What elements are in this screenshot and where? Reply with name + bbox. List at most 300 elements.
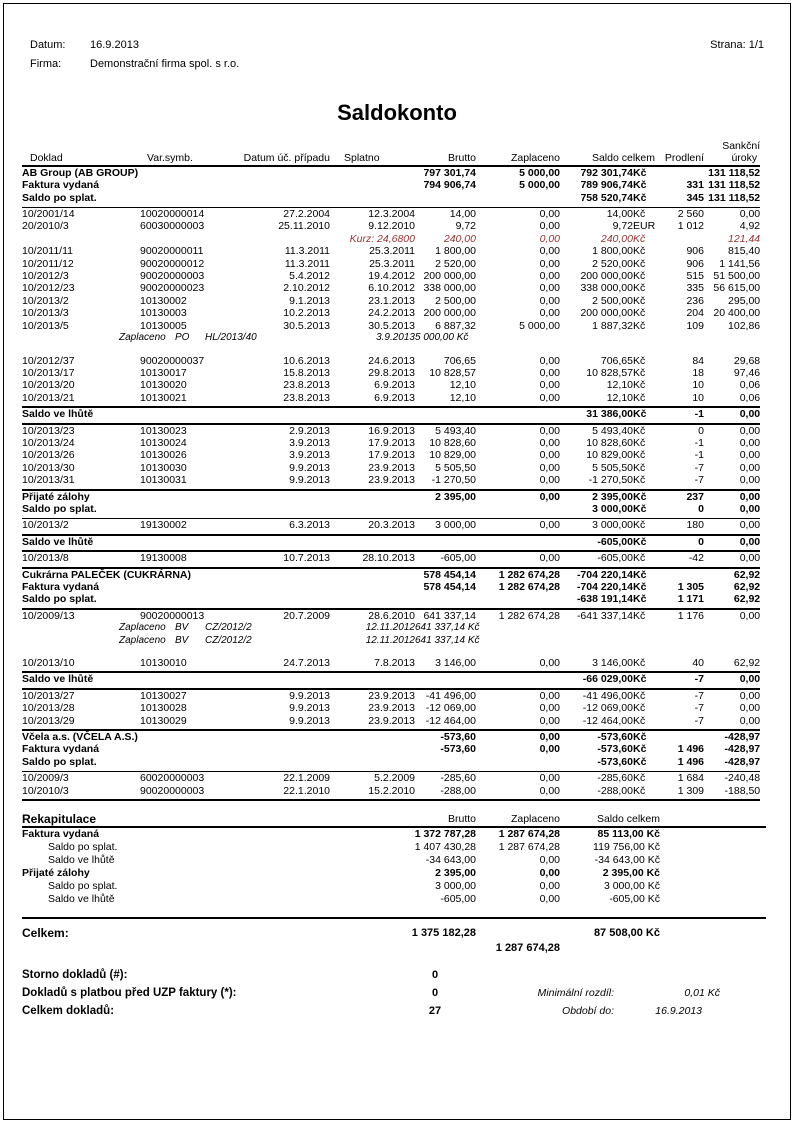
cell-saldo: 10 828,60: [586, 436, 633, 449]
cell-currency: Kč: [633, 366, 646, 379]
strana-label: Strana:: [710, 39, 746, 51]
row-detail: [22, 437, 760, 449]
cell-prodleni: 906: [686, 257, 704, 270]
spacer: [22, 919, 766, 926]
cell-group-name: AB Group (AB GROUP): [22, 166, 139, 179]
cell-saldo: 3 146,00: [592, 657, 633, 670]
gap-cell: [22, 647, 760, 657]
cell-datum: 10.2.2013: [283, 307, 330, 320]
row-detail: [22, 425, 760, 437]
cell-uroky: 20 400,00: [713, 307, 761, 320]
cell-saldo: -1 270,50: [588, 474, 633, 487]
row-summary: [22, 408, 760, 420]
cell-splatno: 25.3.2011: [369, 257, 415, 270]
cell-prodleni: -1: [694, 436, 704, 449]
cell-doklad: 10/2011/12: [22, 257, 74, 270]
cell-var-symb: [140, 233, 235, 245]
cell-saldo: -605,00: [597, 535, 633, 548]
cell-uroky: 29,68: [733, 354, 761, 367]
cell-currency: Kč: [633, 673, 647, 686]
cell-uroky: 0,00: [739, 714, 761, 727]
cell-splatno: 12.3.2004: [368, 208, 415, 221]
cell-prodleni: -7: [694, 702, 704, 715]
row-detail: [22, 785, 760, 797]
rekap-row: [22, 827, 766, 841]
row-detail: [22, 519, 760, 531]
cell-datum: 22.1.2009: [283, 772, 330, 785]
obdobi-value: 16.9.2013: [655, 1005, 702, 1018]
uzp-value: 0: [431, 987, 439, 1000]
cell-brutto: 10 829,00: [429, 449, 476, 462]
cell-prodleni: 1 684: [677, 772, 704, 785]
cell-datum: 9.9.2013: [289, 461, 330, 474]
rekap-filler: [660, 893, 766, 906]
row-summary: [22, 491, 760, 503]
celkem-row: [22, 926, 766, 941]
storno-value: 0: [431, 969, 439, 982]
cell-doklad: 10/2013/8: [22, 552, 69, 565]
rekap-saldo: 85 113,00 Kč: [597, 828, 660, 841]
cell-saldo: 338 000,00: [580, 282, 633, 295]
celkem-label: Celkem:: [22, 926, 69, 941]
note-date: 12.11.2012: [365, 622, 415, 634]
cell-prodleni: 906: [686, 245, 704, 258]
cell-doklad: 10/2013/30: [22, 461, 75, 474]
cell-datum: 10.7.2013: [283, 552, 330, 565]
cell-saldo: 3 000,00: [592, 502, 633, 515]
celkem-dokladu-row: [22, 1002, 766, 1020]
cell-prodleni: [661, 166, 704, 179]
celkem-filler: [660, 926, 766, 941]
firma-row: [30, 55, 766, 74]
row-detail: [22, 282, 760, 294]
cell-uroky: 0,00: [739, 552, 761, 565]
cell-brutto: -12 464,00: [425, 714, 476, 727]
cell-zaplaceno: 0,00: [539, 232, 560, 245]
cell-brutto: 10 828,57: [429, 366, 476, 379]
firma-value: Demonstrační firma spol. s r.o.: [90, 58, 240, 70]
cell-splatno: 23.9.2013: [368, 689, 415, 702]
row-detail: [22, 715, 760, 727]
cell-brutto: 794 906,74: [423, 179, 476, 192]
cell-currency: Kč: [633, 257, 646, 270]
cell-uroky: 0,00: [739, 474, 761, 487]
rekap-row: [22, 854, 766, 867]
cell-summary-label: Faktura vydaná: [22, 581, 100, 593]
cell-zaplaceno: 0,00: [539, 282, 560, 295]
rekap-brutto: 2 395,00: [435, 867, 476, 880]
cell-zaplaceno: 0,00: [539, 270, 560, 283]
cell-saldo: 706,65: [600, 354, 633, 367]
cell-brutto: 200 000,00: [423, 307, 476, 320]
cell-saldo: 9,72: [612, 220, 633, 233]
cell-splatno: 24.2.2013: [368, 307, 415, 320]
cell-prodleni: 335: [686, 282, 704, 295]
cell-splatno: 9.12.2010: [368, 220, 415, 233]
cell-brutto: 12,10: [449, 391, 476, 404]
cell-saldo: -573,60: [597, 731, 633, 744]
cell-doklad: 10/2013/2: [22, 294, 69, 307]
cell-brutto: 14,00: [449, 208, 476, 221]
cell-uroky: 0,00: [739, 535, 761, 548]
cell-saldo: 789 906,74: [580, 179, 633, 192]
cell-saldo: 5 505,50: [592, 461, 633, 474]
cell-empty: [560, 635, 760, 647]
cell-datum: 9.9.2013: [289, 702, 330, 715]
row-detail: [22, 355, 760, 367]
cell-brutto: 2 500,00: [435, 294, 476, 307]
cell-currency: Kč: [633, 474, 646, 487]
cell-prodleni: 109: [686, 319, 704, 332]
cell-saldo: -704 220,14: [576, 581, 633, 593]
cell-datum: 6.3.2013: [289, 519, 330, 532]
rule-line: [22, 797, 760, 801]
cell-note-amount: 5 000,00 Kč: [415, 332, 469, 344]
cell-group-name: Cukrárna PALEČEK (CUKRÁRNA): [22, 568, 191, 581]
rekap-header-row: [22, 809, 766, 827]
row-summary: [22, 756, 760, 768]
cell-saldo: 2 500,00: [592, 294, 633, 307]
celkem-dokladu-value: 27: [428, 1005, 442, 1018]
cell-doklad: 10/2013/20: [22, 379, 75, 392]
cell-brutto: 706,65: [443, 354, 476, 367]
cell-prodleni: 1 305: [677, 581, 704, 593]
cell-currency: Kč: [633, 568, 647, 581]
celkem-dokladu-label: Celkem dokladů:: [22, 1005, 115, 1018]
rekap-label: Saldo ve lhůtě: [48, 854, 115, 867]
rekap-zaplaceno: 1 287 674,28: [498, 828, 560, 841]
cell-zaplaceno: 0,00: [539, 307, 560, 320]
cell-saldo: 3 000,00: [592, 519, 633, 532]
cell-zaplaceno: 0,00: [539, 354, 560, 367]
cell-brutto: 1 800,00: [435, 245, 476, 258]
cell-summary-label: Saldo ve lhůtě: [22, 535, 94, 548]
rekap-zaplaceno: 0,00: [539, 893, 560, 906]
cell-currency: Kč: [633, 208, 646, 221]
cell-saldo: -66 029,00: [582, 673, 633, 686]
cell-uroky: -188,50: [724, 784, 761, 797]
cell-datum: 9.9.2013: [289, 689, 330, 702]
cell-prodleni: 0: [698, 424, 704, 437]
rekap-label: Faktura vydaná: [22, 828, 100, 841]
cell-uroky: 0,00: [739, 208, 761, 221]
cell-var-symb: 10130010: [140, 657, 187, 670]
firma-label: Firma:: [30, 58, 62, 70]
cell-datum: 2.10.2012: [283, 282, 330, 295]
cell-currency: Kč: [633, 535, 647, 548]
cell-splatno: 23.9.2013: [368, 702, 415, 715]
cell-uroky: 0,00: [739, 424, 761, 437]
cell-saldo: -704 220,14: [576, 568, 633, 581]
cell-currency: Kč: [633, 245, 646, 258]
cell-currency: EUR: [633, 220, 656, 233]
cell-zaplaceno: 0,00: [539, 474, 560, 487]
cell-doklad: 10/2013/3: [22, 307, 69, 320]
cell-datum: 3.9.2013: [289, 436, 330, 449]
celkem-empty: [476, 926, 560, 941]
cell-currency: Kč: [633, 294, 646, 307]
note-code2: CZ/2012/2: [205, 622, 252, 634]
cell-splatno: 7.8.2013: [374, 657, 415, 670]
saldo-table: [22, 140, 760, 801]
rekap-label: Přijaté zálohy: [22, 867, 90, 880]
cell-prodleni: 1 496: [677, 743, 704, 756]
row-summary: [22, 673, 760, 685]
cell-group-name: Včela a.s. (VČELA A.S.): [22, 731, 138, 744]
rekap-saldo: 3 000,00 Kč: [603, 880, 660, 893]
celkem-empty: [390, 941, 476, 956]
cell-uroky: 51 500,00: [713, 270, 761, 283]
cell-doklad: 10/2013/17: [22, 366, 75, 379]
cell-uroky: 0,00: [739, 436, 761, 449]
cell-brutto: 3 000,00: [435, 519, 476, 532]
rekap-col-brutto: Brutto: [390, 809, 476, 827]
cell-zaplaceno: [476, 593, 560, 605]
cell-var-symb: 10130003: [140, 307, 187, 320]
cell-currency: Kč: [633, 657, 646, 670]
cell-doklad: 10/2013/24: [22, 436, 75, 449]
cell-saldo: 240,00: [600, 232, 633, 245]
row-detail: [22, 772, 760, 784]
strana-value: 1/1: [748, 39, 764, 51]
rekap-zaplaceno: 0,00: [539, 867, 560, 880]
cell-saldo: -605,00: [597, 552, 633, 565]
col-header-splatno: Splatno: [330, 152, 415, 165]
row-rule: [22, 797, 760, 801]
cell-prodleni: 331: [686, 179, 704, 192]
cell-var-symb: 90020000003: [140, 784, 205, 797]
cell-uroky: 0,00: [739, 461, 761, 474]
row-detail: [22, 657, 760, 669]
datum-row: [30, 36, 766, 55]
cell-var-symb: 10130024: [140, 436, 187, 449]
cell-uroky: 62,92: [733, 568, 761, 581]
cell-brutto: 6 887,32: [435, 319, 476, 332]
col-header-zaplaceno: Zaplaceno: [476, 152, 560, 165]
col-header-saldo: Saldo celkem: [560, 152, 661, 165]
rekap-saldo: -605,00 Kč: [609, 893, 660, 906]
cell-brutto: 2 520,00: [435, 257, 476, 270]
rekap-saldo: 119 756,00 Kč: [593, 841, 660, 854]
cell-zaplaceno: [476, 673, 560, 685]
rekapitulace-table: [22, 809, 766, 956]
cell-prodleni: -1: [694, 449, 704, 462]
col-header-sankcni: Sankční: [722, 140, 761, 152]
cell-saldo: 10 829,00: [586, 449, 633, 462]
cell-zaplaceno: 0,00: [539, 391, 560, 404]
cell-doklad: 20/2010/3: [22, 220, 69, 233]
row-payment-note: [22, 332, 760, 344]
cell-splatno: 23.9.2013: [368, 461, 415, 474]
storno-row: [22, 966, 766, 984]
cell-zaplaceno: 0,00: [539, 366, 560, 379]
cell-zaplaceno: 0,00: [539, 220, 560, 233]
cell-datum: 22.1.2010: [283, 784, 330, 797]
row-detail: [22, 474, 760, 486]
row-summary: [22, 192, 760, 204]
rule-line: [22, 906, 766, 919]
cell-zaplaceno: 1 282 674,28: [498, 581, 560, 593]
cell-doklad: 10/2013/23: [22, 424, 75, 437]
cell-prodleni: [661, 731, 704, 743]
rekap-brutto: 3 000,00: [435, 880, 476, 893]
cell-zaplaceno: 0,00: [539, 379, 560, 392]
cell-currency: Kč: [633, 755, 647, 768]
cell-zaplaceno: 0,00: [539, 424, 560, 437]
cell-saldo: -573,60: [597, 755, 633, 768]
cell-var-symb: 10130031: [140, 474, 187, 487]
cell-brutto: 797 301,74: [423, 166, 476, 179]
celkem-brutto: 1 375 182,28: [411, 927, 476, 940]
row-detail: [22, 220, 760, 232]
cell-splatno: 5.2.2009: [374, 772, 415, 785]
cell-zaplaceno: 5 000,00: [519, 166, 560, 179]
cell-prodleni: 10: [692, 379, 704, 392]
cell-prodleni: -7: [694, 461, 704, 474]
cell-datum: 15.8.2013: [283, 366, 330, 379]
cell-zaplaceno: 5 000,00: [519, 319, 560, 332]
cell-prodleni: -7: [694, 714, 704, 727]
cell-brutto: [415, 536, 476, 548]
cell-prodleni: 180: [686, 519, 704, 532]
rekap-zaplaceno: 0,00: [539, 880, 560, 893]
cell-brutto: 3 146,00: [435, 657, 476, 670]
cell-uroky: 0,00: [739, 490, 761, 503]
cell-var-symb: 10130029: [140, 714, 187, 727]
cell-prodleni: 237: [686, 490, 704, 503]
col-header-doklad: Doklad: [22, 152, 140, 165]
cell-brutto: 5 505,50: [435, 461, 476, 474]
cell-doklad: 10/2013/28: [22, 702, 75, 715]
cell-datum: 5.4.2012: [289, 270, 330, 283]
cell-currency: Kč: [633, 609, 646, 622]
cell-saldo: -12 069,00: [582, 702, 633, 715]
row-detail: [22, 320, 760, 332]
cell-brutto: -285,60: [440, 772, 476, 785]
rekap-col-saldo: Saldo celkem: [560, 809, 660, 827]
rekap-saldo: -34 643,00 Kč: [594, 854, 660, 867]
cell-note-amount: 641 337,14 Kč: [415, 622, 480, 634]
cell-zaplaceno: 0,00: [539, 461, 560, 474]
cell-splatno: 6.9.2013: [374, 391, 415, 404]
cell-brutto: 10 828,60: [429, 436, 476, 449]
footer-stats: [22, 966, 766, 1020]
cell-splatno: 30.5.2013: [368, 319, 415, 332]
cell-uroky: 131 118,52: [708, 166, 761, 179]
cell-brutto: [415, 503, 476, 515]
cell-splatno: 15.2.2010: [368, 784, 415, 797]
cell-prodleni: 84: [692, 354, 704, 367]
note-code1: BV: [175, 622, 189, 634]
cell-prodleni: 236: [686, 294, 704, 307]
cell-zaplaceno: 0,00: [539, 436, 560, 449]
cell-brutto: 338 000,00: [423, 282, 476, 295]
cell-saldo: 1 887,32: [592, 319, 633, 332]
col-header-uroky: úroky: [704, 152, 760, 165]
row-summary: [22, 179, 760, 191]
cell-zaplaceno: 0,00: [539, 257, 560, 270]
cell-brutto: 578 454,14: [423, 581, 476, 593]
report-title: Saldokonto: [337, 100, 457, 125]
celkem-zaplaceno-row: [22, 941, 766, 956]
rekap-filler: [660, 880, 766, 893]
cell-brutto: 240,00: [443, 232, 476, 245]
cell-zaplaceno: 0,00: [539, 702, 560, 715]
cell-brutto: -605,00: [440, 552, 476, 565]
cell-zaplaceno: 0,00: [539, 552, 560, 565]
rekap-saldo: 2 395,00 Kč: [602, 867, 660, 880]
cell-doklad: 10/2013/2: [22, 519, 69, 532]
row-detail: [22, 270, 760, 282]
cell-currency: Kč: [633, 784, 646, 797]
rekap-brutto: -605,00: [440, 893, 476, 906]
cell-summary-label: Saldo ve lhůtě: [22, 673, 94, 686]
cell-currency: Kč: [633, 490, 647, 503]
cell-prodleni: 204: [686, 307, 704, 320]
cell-datum: 9.9.2013: [289, 474, 330, 487]
cell-note-left: [22, 622, 415, 634]
row-detail: [22, 392, 760, 404]
cell-doklad: 10/2013/29: [22, 714, 75, 727]
cell-var-symb: 60020000003: [140, 772, 205, 785]
spacer-cell: [22, 919, 766, 926]
cell-prodleni: 1 176: [677, 609, 704, 622]
cell-prodleni: 515: [686, 270, 704, 283]
cell-zaplaceno: 5 000,00: [519, 179, 560, 192]
celkem-saldo: 87 508,00 Kč: [593, 927, 660, 940]
cell-doklad: 10/2013/27: [22, 689, 75, 702]
cell-var-symb: 90020000037: [140, 354, 205, 367]
cell-kurz-label: Kurz: 24,6800: [349, 232, 415, 245]
note-code1: PO: [175, 332, 190, 344]
row-exchange-rate: [22, 233, 760, 245]
note-date: 3.9.2013: [376, 332, 415, 344]
cell-summary-label: Faktura vydaná: [22, 743, 100, 756]
cell-brutto: [415, 408, 476, 420]
cell-uroky: 131 118,52: [708, 179, 761, 192]
cell-uroky: -428,97: [724, 755, 761, 768]
cell-note-amount: 641 337,14 Kč: [415, 634, 480, 646]
cell-doklad: 10/2009/3: [22, 772, 69, 785]
cell-brutto: -1 270,50: [431, 474, 476, 487]
cell-saldo: 12,10: [606, 379, 633, 392]
cell-uroky: 0,00: [739, 702, 761, 715]
cell-splatno: 16.9.2013: [368, 424, 415, 437]
uzp-label: Dokladů s platbou před UZP faktury (*):: [22, 987, 237, 1000]
rekap-col-filler: [660, 809, 766, 827]
report-header: [30, 36, 766, 74]
cell-saldo: -573,60: [597, 743, 633, 756]
rekap-row: [22, 841, 766, 854]
rekap-zaplaceno: 1 287 674,28: [498, 841, 560, 854]
cell-currency: Kč: [633, 702, 646, 715]
cell-saldo: 1 800,00: [592, 245, 633, 258]
rekap-rule: [22, 906, 766, 919]
cell-zaplaceno: 0,00: [539, 294, 560, 307]
cell-currency: Kč: [633, 436, 646, 449]
cell-zaplaceno: 0,00: [539, 519, 560, 532]
cell-splatno: 23.9.2013: [368, 714, 415, 727]
cell-datum: 3.9.2013: [289, 449, 330, 462]
cell-saldo: 200 000,00: [580, 307, 633, 320]
cell-var-symb: 10130005: [140, 319, 187, 332]
cell-brutto: 200 000,00: [423, 270, 476, 283]
row-detail: [22, 245, 760, 257]
cell-var-symb: 10130026: [140, 449, 187, 462]
cell-var-symb: 90020000012: [140, 257, 205, 270]
cell-prodleni: 1 309: [677, 784, 704, 797]
cell-uroky: 0,00: [739, 609, 761, 622]
